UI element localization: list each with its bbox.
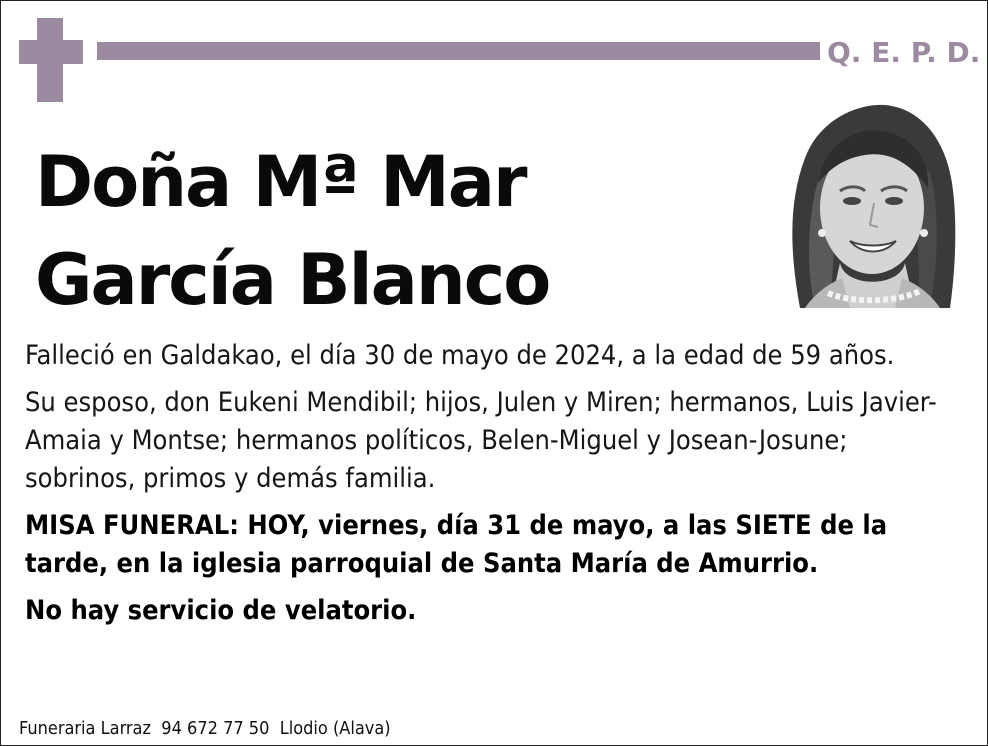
name-line-1: Doña Mª Mar xyxy=(35,141,526,223)
wake-notice: No hay servicio de velatorio. xyxy=(25,595,417,626)
name-line-2: García Blanco xyxy=(35,239,550,321)
portrait-photo xyxy=(780,103,956,308)
funeral-mass: MISA FUNERAL: HOY, viernes, día 31 de mayo, a las SIETE de la tarde, en la iglesia parroquial de Santa María de Amurrio. xyxy=(25,510,888,579)
header-rule xyxy=(97,42,820,60)
funeral-home-location: Llodio (Alava) xyxy=(279,718,391,739)
portrait-image xyxy=(780,103,956,308)
death-notice: Falleció en Galdakao, el día 30 de mayo de 2024, a la edad de 59 años. xyxy=(25,340,895,371)
qepd-label: Q. E. P. D. xyxy=(827,36,981,69)
deceased-name xyxy=(35,133,549,329)
obituary-text xyxy=(25,337,965,639)
funeral-home-name: Funeraria Larraz xyxy=(19,718,151,739)
family-list: Su esposo, don Eukeni Mendibil; hijos, Julen y Miren; hermanos, Luis Javier-Amaia y Montse; hermanos políticos, Belen-Miguel y Josean-Josune; sobrinos, primos y demás familia. xyxy=(25,387,937,494)
funeral-home-phone: 94 672 77 50 xyxy=(161,718,270,739)
cross-icon xyxy=(19,18,83,102)
funeral-home-info xyxy=(19,718,391,739)
